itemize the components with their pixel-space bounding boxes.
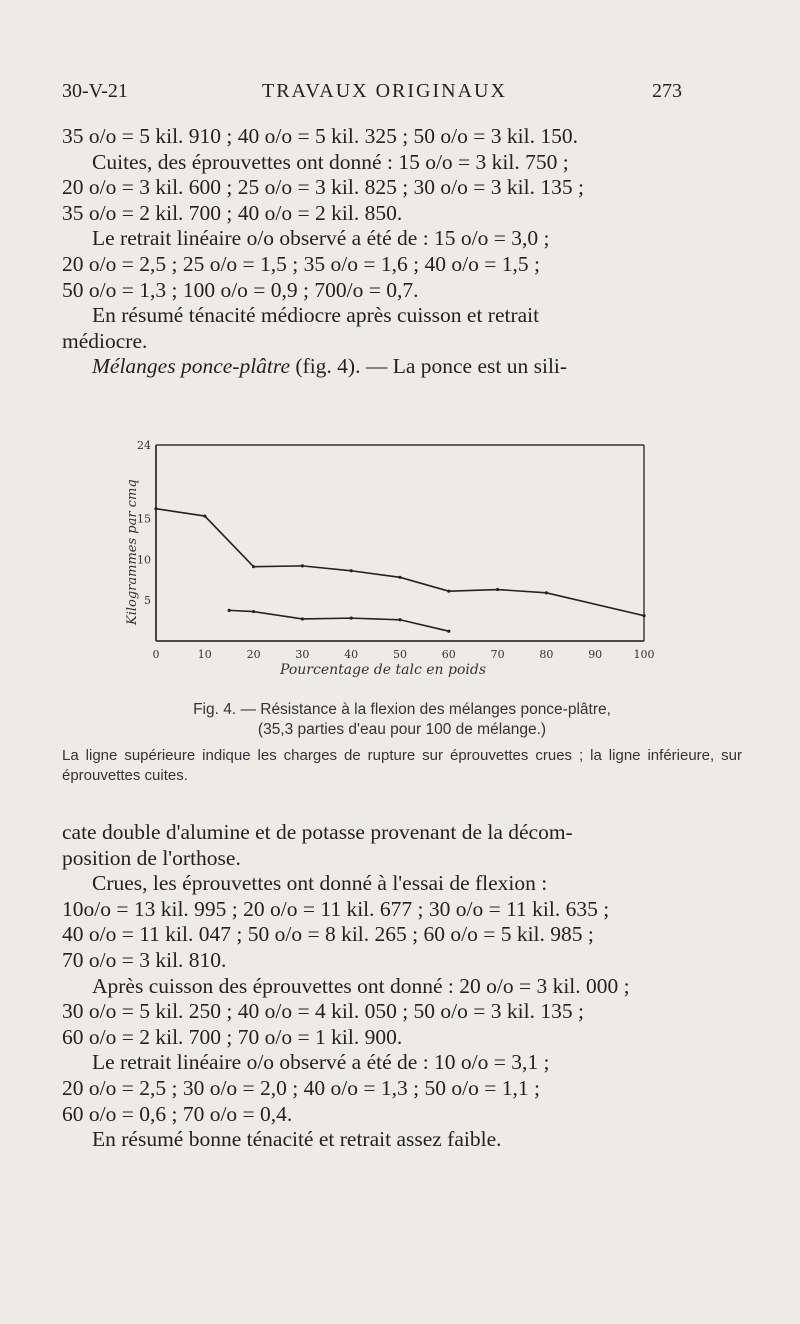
data-point (228, 609, 231, 612)
text-line: Le retrait linéaire o/o observé a été de : 15 o/o = 3,0 ; (92, 226, 550, 251)
data-point (154, 507, 157, 510)
figure-caption (62, 700, 742, 786)
text-line: position de l'orthose. (62, 845, 241, 870)
data-point (350, 569, 353, 572)
data-series (154, 507, 645, 633)
text-line: Après cuisson des éprouvettes ont donné : 20 o/o = 3 kil. 000 ; (92, 973, 630, 998)
data-point (398, 576, 401, 579)
x-axis-label: Pourcentage de talc en poids (280, 662, 487, 678)
y-tick-label: 24 (137, 439, 151, 452)
text-line: 20 o/o = 3 kil. 600 ; 25 o/o = 3 kil. 825 ; 30 o/o = 3 kil. 135 ; (62, 175, 584, 200)
x-tick-labels (153, 648, 655, 661)
data-point (447, 590, 450, 593)
y-tick-label: 10 (137, 553, 151, 567)
figure-4-chart (0, 420, 800, 690)
text-line: 35 o/o = 5 kil. 910 ; 40 o/o = 5 kil. 325 ; 50 o/o = 3 kil. 150. (62, 124, 578, 148)
text-line: En résumé bonne ténacité et retrait assez faible. (92, 1127, 502, 1152)
text-line: 30 o/o = 5 kil. 250 ; 40 o/o = 4 kil. 050 ; 50 o/o = 3 kil. 135 ; (62, 999, 584, 1024)
text-line: 70 o/o = 3 kil. 810. (62, 947, 227, 972)
x-tick-label: 100 (633, 648, 655, 661)
caption-text: La ligne supérieure indique les charges de rupture sur éprouvettes crues ; la ligne inférieure, sur éprouvettes cuites. (62, 747, 742, 784)
x-tick-label: 50 (393, 648, 407, 661)
running-header (62, 80, 682, 110)
text-line: 60 o/o = 2 kil. 700 ; 70 o/o = 1 kil. 900. (62, 1024, 403, 1049)
text-line: Crues, les éprouvettes ont donné à l'essai de flexion : (92, 871, 548, 896)
y-tick-label: 15 (137, 512, 151, 526)
x-tick-label: 40 (344, 648, 359, 661)
data-point (447, 630, 450, 633)
x-tick-label: 30 (295, 648, 310, 661)
page-number: 273 (652, 80, 682, 102)
text-line: 50 o/o = 1,3 ; 100 o/o = 0,9 ; 700/o = 0,7. (62, 277, 419, 302)
data-point (496, 588, 499, 591)
y-tick-label: 5 (144, 594, 151, 608)
data-point (642, 614, 645, 617)
y-axis-label: Kilogrammes par cmq (125, 479, 140, 625)
data-point (301, 617, 304, 620)
bottom-text-block (62, 820, 704, 1153)
text-line: Le retrait linéaire o/o observé a été de : 10 o/o = 3,1 ; (92, 1050, 550, 1075)
section-heading: Mélanges ponce-plâtre (92, 354, 291, 379)
series-line-upper (156, 509, 644, 616)
heading-rest: (fig. 4). — La ponce est un sili- (290, 354, 568, 379)
x-tick-label: 90 (588, 648, 603, 661)
x-tick-label: 80 (539, 648, 554, 661)
caption-subtitle: (35,3 parties d'eau pour 100 de mélange.) (257, 721, 547, 738)
header-date: 30-V-21 (62, 80, 128, 102)
header-title: TRAVAUX ORIGINAUX (262, 80, 507, 102)
data-point (350, 617, 353, 620)
x-tick-label: 60 (441, 648, 456, 661)
text-line: 10o/o = 13 kil. 995 ; 20 o/o = 11 kil. 677 ; 30 o/o = 11 kil. 635 ; (62, 896, 610, 921)
top-text-block (62, 124, 704, 380)
x-tick-label: 20 (246, 648, 261, 661)
text-line: 35 o/o = 2 kil. 700 ; 40 o/o = 2 kil. 850. (62, 200, 403, 225)
data-point (545, 591, 548, 594)
series-line-lower (229, 610, 449, 631)
caption-title: Fig. 4. — Résistance à la flexion des mélanges ponce-plâtre, (193, 701, 611, 718)
text-line: 20 o/o = 2,5 ; 25 o/o = 1,5 ; 35 o/o = 1,6 ; 40 o/o = 1,5 ; (62, 251, 540, 276)
text-line: Cuites, des éprouvettes ont donné : 15 o/o = 3 kil. 750 ; (92, 149, 569, 174)
x-tick-label: 0 (152, 648, 160, 661)
text-line: 60 o/o = 0,6 ; 70 o/o = 0,4. (62, 1101, 293, 1126)
text-line: 40 o/o = 11 kil. 047 ; 50 o/o = 8 kil. 265 ; 60 o/o = 5 kil. 985 ; (62, 922, 594, 947)
text-line: cate double d'alumine et de potasse provenant de la décom- (62, 820, 573, 844)
data-point (252, 565, 255, 568)
text-line: En résumé ténacité médiocre après cuisson et retrait (92, 303, 540, 328)
data-point (203, 514, 206, 517)
section-heading-line (62, 354, 704, 380)
x-tick-label: 70 (490, 648, 505, 661)
data-point (252, 610, 255, 613)
text-line: médiocre. (62, 328, 148, 353)
data-point (398, 618, 401, 621)
data-point (301, 564, 304, 567)
text-line: 20 o/o = 2,5 ; 30 o/o = 2,0 ; 40 o/o = 1,3 ; 50 o/o = 1,1 ; (62, 1075, 540, 1100)
x-tick-label: 10 (197, 648, 212, 661)
